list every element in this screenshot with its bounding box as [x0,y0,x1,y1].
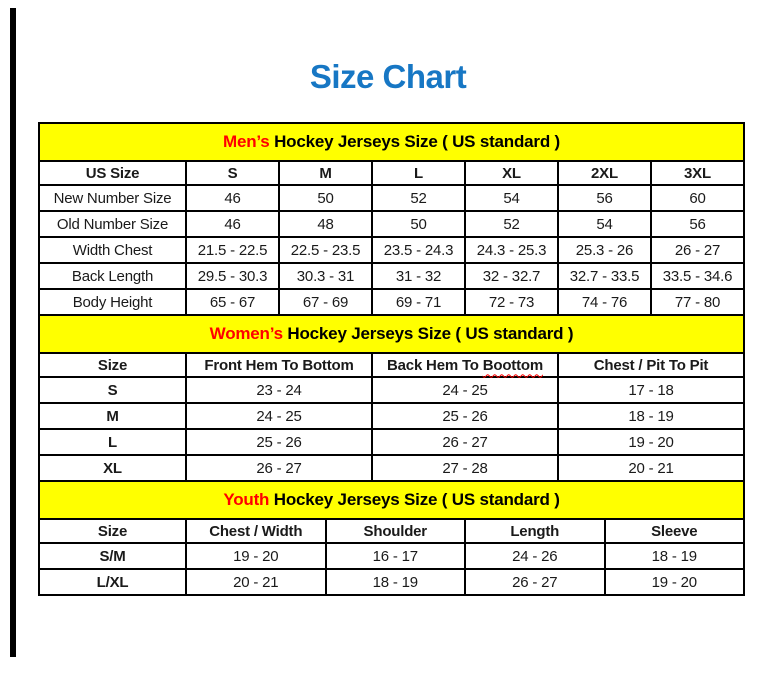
column-header [651,161,744,185]
size-value-cell: 65 - 67 [186,289,279,315]
youth-table-title [39,481,744,519]
column-header [326,519,466,543]
size-value-cell: 52 [372,185,465,211]
column-header-label: S [227,164,238,182]
column-header-label: Size [97,356,128,374]
size-value-cell: 26 - 27 [186,455,372,481]
column-header-label: Sleeve [651,522,698,540]
row-label: S/M [39,543,186,569]
womens-header-row [39,353,744,377]
size-value-cell: 24 - 25 [372,377,558,403]
youth-table-band [39,481,744,519]
column-header [465,161,558,185]
womens-table-body [39,377,744,481]
column-header [465,519,605,543]
column-header-label: 3XL [684,164,711,182]
row-label: New Number Size [39,185,186,211]
column-header-label: Back Hem To [387,356,483,374]
row-label: L [39,429,186,455]
table-row [39,403,744,429]
womens-table-band [39,315,744,353]
table-row [39,185,744,211]
row-label: S [39,377,186,403]
column-header-label: Shoulder [363,522,427,540]
mens-table-title [39,123,744,161]
column-header [186,353,372,377]
row-label: Body Height [39,289,186,315]
size-value-cell: 72 - 73 [465,289,558,315]
size-value-cell: 18 - 19 [326,569,466,595]
table-row [39,569,744,595]
misspelled-word-squiggle: Boottom [482,356,543,374]
column-header-label: Chest / Width [209,522,303,540]
size-value-cell: 29.5 - 30.3 [186,263,279,289]
column-header [186,519,326,543]
size-value-cell: 16 - 17 [326,543,466,569]
column-header [279,161,372,185]
youth-table-body [39,543,744,595]
table-row [39,237,744,263]
column-header [39,161,186,185]
size-value-cell: 30.3 - 31 [279,263,372,289]
youth-size-table [38,480,745,596]
column-header [558,353,744,377]
row-label: Back Length [39,263,186,289]
size-value-cell: 33.5 - 34.6 [651,263,744,289]
column-header-label: 2XL [591,164,618,182]
size-value-cell: 77 - 80 [651,289,744,315]
youth-header-row [39,519,744,543]
column-header-label: L [414,164,423,182]
size-value-cell: 18 - 19 [558,403,744,429]
size-value-cell: 54 [465,185,558,211]
size-value-cell: 69 - 71 [372,289,465,315]
size-value-cell: 25.3 - 26 [558,237,651,263]
row-label: M [39,403,186,429]
size-value-cell: 56 [558,185,651,211]
womens-title-rest: Hockey Jerseys Size ( US standard ) [282,324,574,343]
size-value-cell: 32.7 - 33.5 [558,263,651,289]
size-value-cell: 67 - 69 [279,289,372,315]
mens-title-rest: Hockey Jerseys Size ( US standard ) [269,132,560,151]
size-value-cell: 60 [651,185,744,211]
size-value-cell: 19 - 20 [558,429,744,455]
womens-table-title [39,315,744,353]
column-header-label: Length [510,522,560,540]
mens-size-table [38,122,745,316]
column-header-label: US Size [85,164,140,182]
youth-title-red-word: Youth [223,490,270,509]
row-label: Old Number Size [39,211,186,237]
womens-title-red-word: Women’s [209,324,283,343]
mens-header-row [39,161,744,185]
size-value-cell: 25 - 26 [186,429,372,455]
column-header [39,519,186,543]
row-label: Width Chest [39,237,186,263]
size-value-cell: 24.3 - 25.3 [465,237,558,263]
size-value-cell: 17 - 18 [558,377,744,403]
size-value-cell: 23 - 24 [186,377,372,403]
size-value-cell: 24 - 26 [465,543,605,569]
mens-table-body [39,185,744,315]
size-value-cell: 19 - 20 [186,543,326,569]
size-value-cell: 20 - 21 [186,569,326,595]
size-value-cell: 24 - 25 [186,403,372,429]
size-value-cell: 26 - 27 [651,237,744,263]
size-value-cell: 22.5 - 23.5 [279,237,372,263]
column-header-label: Size [97,522,128,540]
size-value-cell: 23.5 - 24.3 [372,237,465,263]
mens-table-band [39,123,744,161]
size-value-cell: 18 - 19 [605,543,745,569]
size-value-cell: 52 [465,211,558,237]
size-value-cell: 20 - 21 [558,455,744,481]
column-header [372,161,465,185]
page-title: Size Chart [309,58,467,95]
left-edge-bar [10,8,16,657]
table-row [39,263,744,289]
column-header-label: M [319,164,332,182]
youth-title-rest: Hockey Jerseys Size ( US standard ) [269,490,560,509]
size-value-cell: 26 - 27 [465,569,605,595]
size-value-cell: 56 [651,211,744,237]
column-header-label: Front Hem To Bottom [204,356,354,374]
table-row [39,289,744,315]
size-value-cell: 32 - 32.7 [465,263,558,289]
size-value-cell: 26 - 27 [372,429,558,455]
column-header [39,353,186,377]
size-tables [38,122,745,596]
size-value-cell: 48 [279,211,372,237]
size-value-cell: 50 [279,185,372,211]
table-row [39,377,744,403]
column-header [558,161,651,185]
mens-title-red-word: Men’s [223,132,270,151]
column-header [372,353,558,377]
size-value-cell: 50 [372,211,465,237]
size-value-cell: 25 - 26 [372,403,558,429]
column-header [605,519,745,543]
womens-size-table [38,314,745,482]
table-row [39,455,744,481]
column-header-label: XL [502,164,521,182]
size-value-cell: 46 [186,211,279,237]
table-row [39,211,744,237]
size-value-cell: 27 - 28 [372,455,558,481]
row-label: L/XL [39,569,186,595]
row-label: XL [39,455,186,481]
column-header-label: Chest / Pit To Pit [593,356,709,374]
size-value-cell: 54 [558,211,651,237]
size-value-cell: 46 [186,185,279,211]
size-value-cell: 74 - 76 [558,289,651,315]
table-row [39,543,744,569]
table-row [39,429,744,455]
column-header [186,161,279,185]
size-value-cell: 21.5 - 22.5 [186,237,279,263]
size-value-cell: 19 - 20 [605,569,745,595]
size-value-cell: 31 - 32 [372,263,465,289]
